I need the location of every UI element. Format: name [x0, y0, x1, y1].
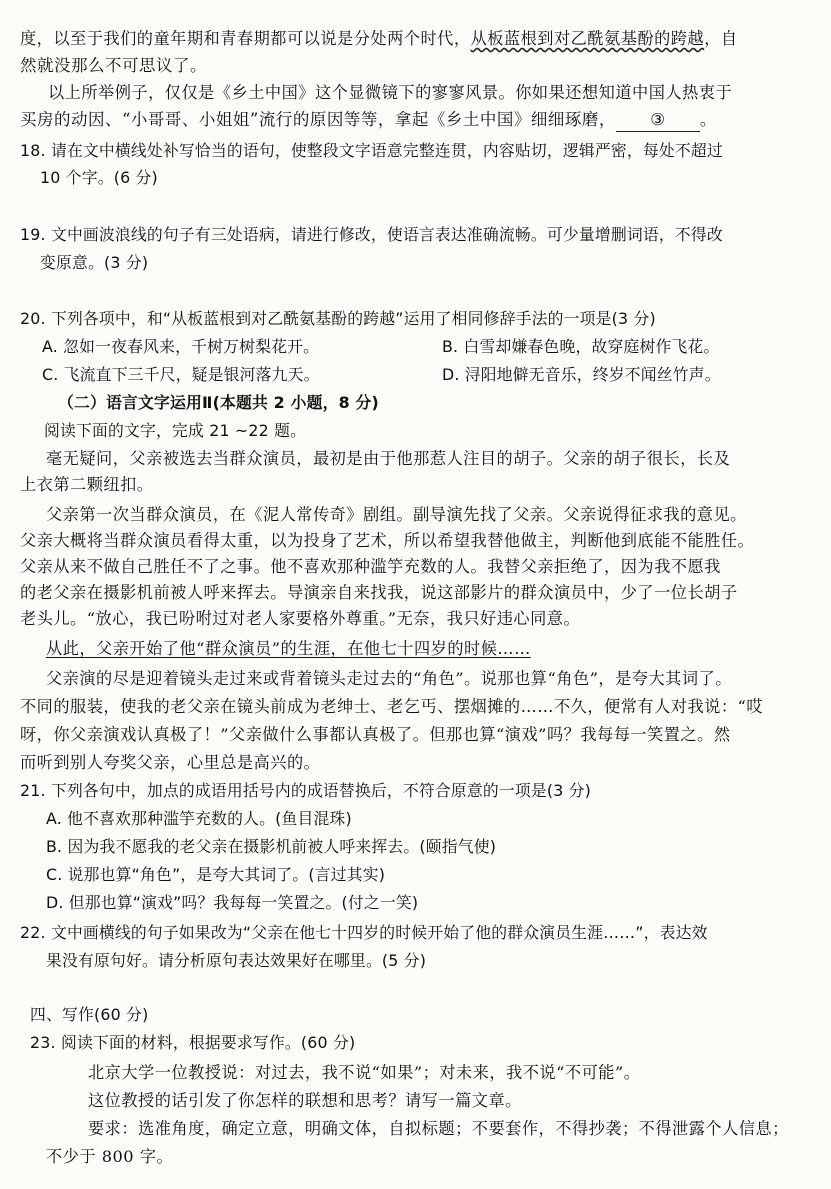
section-2-title: （二）语言文字运用Ⅱ(本题共 2 小题，8 分): [58, 393, 379, 412]
passage2-p4-line1: 父亲演的尽是迎着镜头走过来或背着镜头走过去的“角色”。说那也算“角色”，是夸大其词了。: [46, 669, 732, 688]
passage2-p2-line1: 父亲第一次当群众演员，在《泥人常传奇》剧组。副导演先找了父亲。父亲说得征求我的意见。: [46, 505, 747, 524]
question-20-stem: 20. 下列各项中，和“从板蓝根到对乙酰氨基酚的跨越”运用了相同修辞手法的一项是(3 分): [20, 309, 656, 328]
passage2-p2-line4: 的老父亲在摄影机前被人呼来挥去。导演亲自来找我，说这部影片的群众演员中，少了一位长胡子: [20, 583, 738, 602]
passage2-p2-line2: 父亲大概将当群众演员看得太重，以为投身了艺术，所以希望我替他做主，判断他到底能不能胜任。: [20, 531, 755, 550]
passage2-p3: [46, 638, 531, 660]
option-21-c[interactable]: C. 说那也算“角色”，是夸大其词了。(言过其实): [46, 865, 386, 884]
question-19-line-1: 19. 文中画波浪线的句子有三处语病，请进行修改，使语言表达准确流畅。可少量增删词语，不得改: [20, 225, 723, 244]
question-22-line-1: 22. 文中画横线的句子如果改为“父亲在他七十四岁的时候开始了他的群众演员生涯……”，表达效: [20, 923, 708, 942]
option-20-d[interactable]: D. 浔阳地僻无音乐，终岁不闻丝竹声。: [442, 365, 721, 384]
option-20-c[interactable]: C. 飞流直下三千尺，疑是银河落九天。: [42, 365, 320, 384]
passage2-p2-line3: 父亲从来不做自己胜任不了之事。他不喜欢那种滥竽充数的人。我替父亲拒绝了，因为我不愿我: [20, 557, 721, 576]
writing-section-title: 四、写作(60 分): [30, 1005, 149, 1024]
passage-text: 度，以至于我们的童年期和青春期都可以说是分处两个时代，: [20, 29, 471, 48]
passage2-p4-line3: 呀，你父亲演戏认真极了！”父亲做什么事都认真极了。但那也算“演戏”吗？我每每一笑置之。然: [20, 725, 731, 744]
question-22-line-2: 果没有原句好。请分析原句表达效果好在哪里。(5 分): [46, 951, 427, 970]
question-19-line-2: 变原意。(3 分): [40, 253, 149, 272]
passage-text: ，自: [704, 29, 738, 48]
section-2-intro: 阅读下面的文字，完成 21 ~22 题。: [44, 421, 307, 440]
writing-prompt: 这位教授的话引发了你怎样的联想和思考？请写一篇文章。: [88, 1091, 522, 1110]
option-21-a[interactable]: A. 他不喜欢那种滥竽充数的人。(鱼目混珠): [46, 809, 352, 828]
question-18-line-1: 18. 请在文中横线处补写恰当的语句，使整段文字语意完整连贯，内容贴切，逻辑严密，每处不超过: [20, 141, 723, 160]
option-20-b[interactable]: B. 白雪却嫌春色晚，故穿庭树作飞花。: [442, 337, 720, 356]
option-21-b[interactable]: B. 因为我不愿我的老父亲在摄影机前被人呼来挥去。(颐指气使): [46, 837, 497, 856]
passage2-p4-line2: 不同的服装，使我的老父亲在镜头前成为老绅士、老乞丐、摆烟摊的……不久，便常有人对我说：“哎: [20, 697, 764, 716]
option-20-a[interactable]: A. 忽如一夜春风来，千树万树梨花开。: [42, 337, 320, 356]
passage-line-1: [20, 28, 738, 50]
writing-material: 北京大学一位教授说：对过去，我不说“如果”；对未来，我不说“不可能”。: [88, 1063, 641, 1082]
question-23-stem: 23. 阅读下面的材料，根据要求写作。(60 分): [30, 1033, 356, 1052]
passage2-p1-line2: 上衣第二颗纽扣。: [20, 475, 154, 494]
passage-text: 买房的动因、“小哥哥、小姐姐”流行的原因等等，拿起《乡土中国》细细琢磨，: [20, 110, 616, 129]
option-21-d[interactable]: D. 但那也算“演戏”吗？我每每一笑置之。(付之一笑): [46, 893, 419, 912]
writing-requirements-line-2: 不少于 800 字。: [46, 1147, 174, 1166]
fill-blank-3[interactable]: ③: [616, 109, 700, 132]
underlined-sentence: 从此，父亲开始了他“群众演员”的生涯，在他七十四岁的时候……: [46, 639, 531, 658]
passage-text: 。: [699, 110, 717, 129]
writing-requirements-line-1: 要求：选准角度，确定立意，明确文体，自拟标题；不要套作，不得抄袭；不得泄露个人信息；: [88, 1119, 789, 1138]
passage2-p4-line4: 而听到别人夸奖父亲，心里总是高兴的。: [20, 753, 321, 772]
question-21-stem: 21. 下列各句中，加点的成语用括号内的成语替换后，不符合原意的一项是(3 分): [20, 781, 592, 800]
passage2-p2-line5: 老头儿。“放心，我已吩咐过对老人家要格外尊重。”无奈，我只好违心同意。: [20, 609, 581, 628]
passage2-p1-line1: 毫无疑问，父亲被选去当群众演员，最初是由于他那惹人注目的胡子。父亲的胡子很长，长及: [46, 449, 731, 468]
passage-line-3: 以上所举例子，仅仅是《乡土中国》这个显微镜下的寥寥风景。你如果还想知道中国人热衷于: [48, 83, 733, 102]
wavy-underlined-phrase: 从板蓝根到对乙酰氨基酚的跨越: [470, 29, 705, 48]
passage-line-2: 然就没那么不可思议了。: [20, 56, 207, 75]
question-18-line-2: 10 个字。(6 分): [40, 168, 158, 187]
passage-line-4: [20, 109, 717, 132]
